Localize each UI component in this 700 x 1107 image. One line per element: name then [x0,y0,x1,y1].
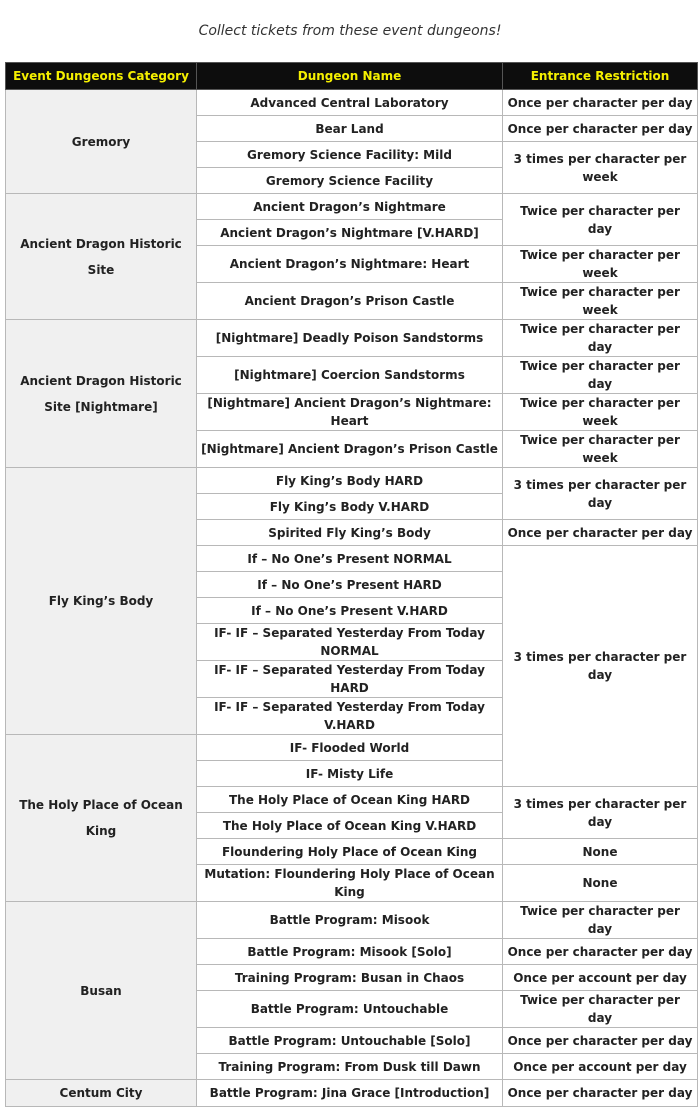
category-cell: Ancient Dragon Historic Site [Nightmare] [6,320,197,468]
dungeon-name-cell: [Nightmare] Deadly Poison Sandstorms [197,320,503,357]
restriction-cell: Twice per character per day [503,320,698,357]
restriction-cell: Once per account per day [503,965,698,991]
header-category: Event Dungeons Category [6,63,197,90]
dungeon-name-cell: IF- IF – Separated Yesterday From Today NORMAL [197,624,503,661]
table-row [6,90,698,116]
restriction-cell: Once per account per day [503,1054,698,1080]
dungeon-name-cell: IF- Misty Life [197,761,503,787]
dungeon-name-cell: IF- Flooded World [197,735,503,761]
restriction-cell: Once per character per day [503,520,698,546]
table-row [6,468,698,494]
dungeon-name-cell: Training Program: From Dusk till Dawn [197,1054,503,1080]
dungeon-name-cell: [Nightmare] Ancient Dragon’s Prison Castle [197,431,503,468]
dungeon-name-cell: Gremory Science Facility [197,168,503,194]
restriction-cell: 3 times per character per day [503,546,698,787]
restriction-cell: Twice per character per week [503,394,698,431]
category-cell: Gremory [6,90,197,194]
restriction-cell: Twice per character per week [503,431,698,468]
dungeon-name-cell: Gremory Science Facility: Mild [197,142,503,168]
dungeon-name-cell: The Holy Place of Ocean King HARD [197,787,503,813]
restriction-cell: Once per character per day [503,90,698,116]
restriction-cell: None [503,865,698,902]
dungeon-name-cell: [Nightmare] Ancient Dragon’s Nightmare: Heart [197,394,503,431]
dungeon-name-cell: IF- IF – Separated Yesterday From Today V.HARD [197,698,503,735]
dungeon-name-cell: Bear Land [197,116,503,142]
dungeon-name-cell: Battle Program: Misook [197,902,503,939]
dungeon-name-cell: Floundering Holy Place of Ocean King [197,839,503,865]
dungeon-name-cell: Ancient Dragon’s Nightmare [197,194,503,220]
category-cell: Ancient Dragon Historic Site [6,194,197,320]
event-dungeons-table [5,62,698,1107]
dungeon-name-cell: Training Program: Busan in Chaos [197,965,503,991]
restriction-cell: 3 times per character per day [503,787,698,839]
dungeon-name-cell: If – No One’s Present NORMAL [197,546,503,572]
restriction-cell: Twice per character per day [503,902,698,939]
header-row [6,63,698,90]
dungeon-name-cell: If – No One’s Present V.HARD [197,598,503,624]
restriction-cell: Twice per character per week [503,283,698,320]
dungeon-name-cell: Battle Program: Untouchable [197,991,503,1028]
dungeon-name-cell: Ancient Dragon’s Nightmare: Heart [197,246,503,283]
dungeon-name-cell: IF- IF – Separated Yesterday From Today HARD [197,661,503,698]
restriction-cell: Once per character per day [503,1028,698,1054]
dungeon-name-cell: Mutation: Floundering Holy Place of Ocean King [197,865,503,902]
restriction-cell: Twice per character per day [503,357,698,394]
table-row [6,320,698,357]
dungeon-name-cell: Fly King’s Body V.HARD [197,494,503,520]
table-row [6,902,698,939]
dungeon-name-cell: Battle Program: Jina Grace [Introduction] [197,1080,503,1107]
header-entrance-restriction: Entrance Restriction [503,63,698,90]
dungeon-name-cell: [Nightmare] Coercion Sandstorms [197,357,503,394]
category-cell: Centum City [6,1080,197,1107]
restriction-cell: Once per character per day [503,116,698,142]
category-cell: Fly King’s Body [6,468,197,735]
dungeon-name-cell: Ancient Dragon’s Prison Castle [197,283,503,320]
dungeon-name-cell: Advanced Central Laboratory [197,90,503,116]
restriction-cell: Twice per character per day [503,194,698,246]
restriction-cell: Twice per character per day [503,991,698,1028]
dungeon-name-cell: Spirited Fly King’s Body [197,520,503,546]
table-row [6,1080,698,1107]
category-cell: The Holy Place of Ocean King [6,735,197,902]
dungeon-name-cell: Battle Program: Untouchable [Solo] [197,1028,503,1054]
restriction-cell: 3 times per character per week [503,142,698,194]
table-caption: Collect tickets from these event dungeons! [198,23,502,39]
dungeon-name-cell: Fly King’s Body HARD [197,468,503,494]
restriction-cell: None [503,839,698,865]
table-row [6,194,698,220]
header-dungeon-name: Dungeon Name [197,63,503,90]
restriction-cell: Once per character per day [503,1080,698,1107]
restriction-cell: Once per character per day [503,939,698,965]
restriction-cell: 3 times per character per day [503,468,698,520]
dungeon-name-cell: Battle Program: Misook [Solo] [197,939,503,965]
dungeon-name-cell: The Holy Place of Ocean King V.HARD [197,813,503,839]
dungeon-name-cell: Ancient Dragon’s Nightmare [V.HARD] [197,220,503,246]
dungeon-name-cell: If – No One’s Present HARD [197,572,503,598]
category-cell: Busan [6,902,197,1080]
restriction-cell: Twice per character per week [503,246,698,283]
